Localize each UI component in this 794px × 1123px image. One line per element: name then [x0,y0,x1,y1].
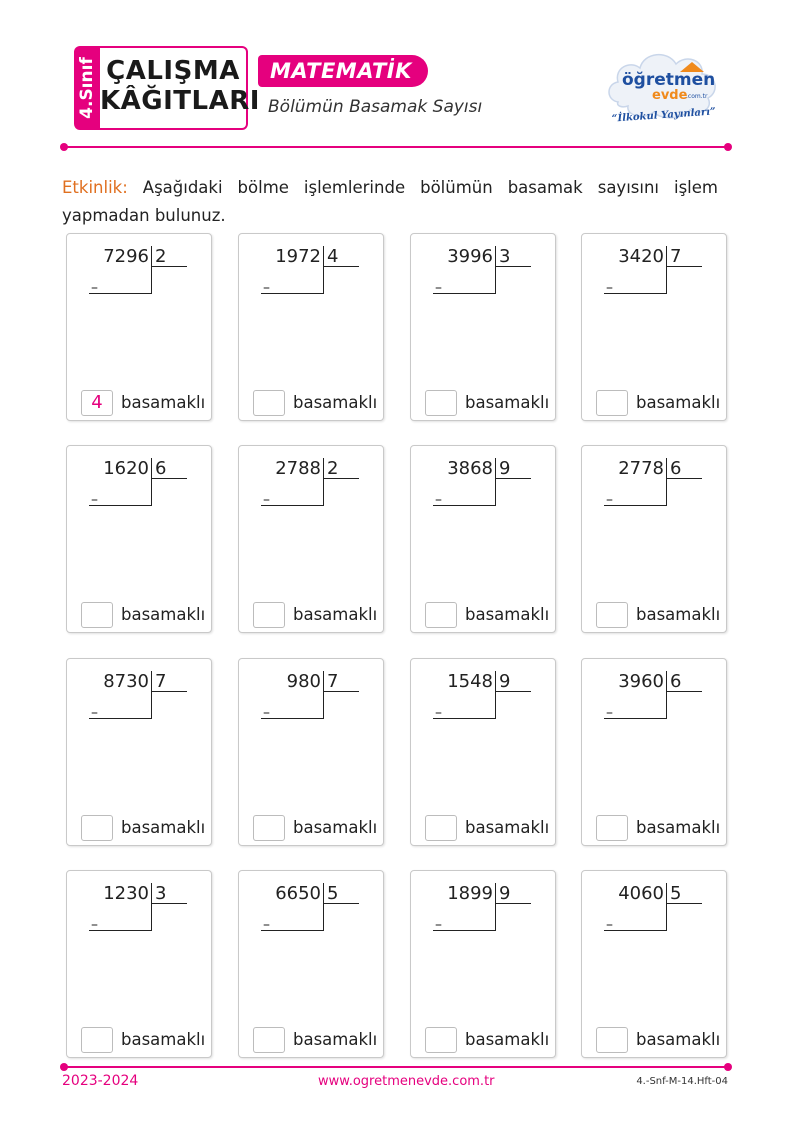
dividend: 980 [286,671,321,692]
work-line [89,505,152,506]
divisor-underline [666,266,702,267]
divisor-underline [151,691,187,692]
answer-box[interactable] [425,602,457,628]
subject-badge [258,55,428,87]
answer-box[interactable] [596,815,628,841]
unit-label: basamaklı [465,393,550,412]
division-bracket-vertical [151,246,152,294]
unit-label: basamaklı [636,1030,721,1049]
problem-card [66,870,212,1058]
divisor: 6 [670,458,682,479]
division-bracket-vertical [495,883,496,931]
problem-card [410,658,556,846]
topic-title: Bölümün Basamak Sayısı [268,97,483,117]
subject-label: MATEMATİK [270,59,412,83]
divisor: 2 [327,458,339,479]
work-line [433,505,496,506]
minus-sign: – [91,280,98,296]
dividend: 7296 [103,246,149,267]
dividend: 6650 [275,883,321,904]
unit-label: basamaklı [121,393,206,412]
problem-card [238,870,384,1058]
minus-sign: – [606,280,613,296]
grade-label: 4.Sınıf [77,57,97,119]
logo-word-1: öğretmen [622,70,716,90]
dividend: 3868 [447,458,493,479]
divisor: 9 [499,458,511,479]
work-line [433,293,496,294]
divisor: 7 [670,246,682,267]
answer-box[interactable] [253,390,285,416]
minus-sign: – [606,492,613,508]
work-line [89,718,152,719]
division-bracket-vertical [666,883,667,931]
instruction [62,174,718,230]
divisor-underline [495,266,531,267]
title-line-1: ÇALIŞMA [106,56,240,86]
divisor: 7 [155,671,167,692]
division-bracket-vertical [666,458,667,506]
problem-card [66,445,212,633]
minus-sign: – [435,280,442,296]
answer-box[interactable] [253,815,285,841]
answer-box[interactable] [81,1027,113,1053]
divisor: 5 [670,883,682,904]
divisor: 5 [327,883,339,904]
divisor-underline [666,903,702,904]
unit-label: basamaklı [465,818,550,837]
logo-tagline: “İlkokul Yayınları” [611,106,717,125]
answer-box[interactable] [425,815,457,841]
divisor-underline [495,691,531,692]
minus-sign: – [263,492,270,508]
problem-card [581,870,727,1058]
minus-sign: – [435,705,442,721]
problem-card [410,233,556,421]
divisor-underline [323,903,359,904]
division-bracket-vertical [495,458,496,506]
divisor-underline [323,478,359,479]
problem-card [410,870,556,1058]
instruction-text: Aşağıdaki bölme işlemlerinde bölümün basamak sayısını işlem yapmadan bulunuz. [62,178,718,225]
division-bracket-vertical [151,883,152,931]
divisor-underline [151,903,187,904]
division-bracket-vertical [666,671,667,719]
problem-card [581,233,727,421]
work-line [604,505,667,506]
problem-card [66,658,212,846]
answer-box[interactable] [596,602,628,628]
unit-label: basamaklı [293,1030,378,1049]
problem-card [66,233,212,421]
problem-card [238,233,384,421]
work-line [261,718,324,719]
answer-box[interactable] [81,815,113,841]
dividend: 3420 [618,246,664,267]
dividend: 1972 [275,246,321,267]
unit-label: basamaklı [636,605,721,624]
dividend: 1548 [447,671,493,692]
minus-sign: – [263,917,270,933]
header-divider [64,146,728,148]
dividend: 2778 [618,458,664,479]
grade-tab [74,46,100,130]
unit-label: basamaklı [465,605,550,624]
work-line [261,293,324,294]
divisor-underline [151,478,187,479]
work-line [261,505,324,506]
answer-box[interactable] [253,1027,285,1053]
answer-box[interactable] [81,602,113,628]
minus-sign: – [606,917,613,933]
divisor: 3 [499,246,511,267]
page-code: 4.-Snf-M-14.Hft-04 [636,1076,728,1087]
divisor: 9 [499,883,511,904]
dividend: 1230 [103,883,149,904]
dividend: 8730 [103,671,149,692]
divisor: 3 [155,883,167,904]
division-bracket-vertical [151,458,152,506]
minus-sign: – [91,705,98,721]
unit-label: basamaklı [121,605,206,624]
minus-sign: – [606,705,613,721]
division-bracket-vertical [323,458,324,506]
footer-divider [64,1066,728,1068]
dividend: 3996 [447,246,493,267]
divisor-underline [666,691,702,692]
minus-sign: – [435,917,442,933]
problem-card [581,658,727,846]
division-bracket-vertical [495,671,496,719]
title-line-2: KÂĞITLARI [100,86,260,116]
answer-box[interactable] [596,1027,628,1053]
unit-label: basamaklı [636,818,721,837]
work-line [433,930,496,931]
divisor: 9 [499,671,511,692]
division-bracket-vertical [323,246,324,294]
divisor-underline [323,691,359,692]
divisor-underline [666,478,702,479]
divisor-underline [495,478,531,479]
dividend: 1620 [103,458,149,479]
logo-domain: .com.tr [686,93,708,100]
divisor-underline [495,903,531,904]
problem-card [410,445,556,633]
unit-label: basamaklı [293,605,378,624]
school-year: 2023-2024 [62,1073,139,1089]
dividend: 4060 [618,883,664,904]
division-bracket-vertical [495,246,496,294]
unit-label: basamaklı [293,818,378,837]
division-bracket-vertical [323,671,324,719]
work-line [89,293,152,294]
answer-box[interactable] [596,390,628,416]
work-line [604,930,667,931]
worksheet-title [100,46,260,130]
minus-sign: – [263,705,270,721]
work-line [433,718,496,719]
unit-label: basamaklı [636,393,721,412]
divisor-underline [323,266,359,267]
division-bracket-vertical [151,671,152,719]
divisor-underline [151,266,187,267]
dividend: 3960 [618,671,664,692]
division-bracket-vertical [666,246,667,294]
answer-box[interactable] [425,390,457,416]
minus-sign: – [91,917,98,933]
divisor: 6 [670,671,682,692]
website-link[interactable]: www.ogretmenevde.com.tr [318,1074,495,1089]
instruction-tag: Etkinlik: [62,178,128,197]
problem-card [238,658,384,846]
divisor: 2 [155,246,167,267]
ogretmenevde-logo [604,44,724,130]
divisor: 7 [327,671,339,692]
unit-label: basamaklı [121,1030,206,1049]
unit-label: basamaklı [121,818,206,837]
division-bracket-vertical [323,883,324,931]
work-line [604,293,667,294]
unit-label: basamaklı [465,1030,550,1049]
problem-card [238,445,384,633]
work-line [261,930,324,931]
minus-sign: – [91,492,98,508]
divisor: 4 [327,246,339,267]
divisor: 6 [155,458,167,479]
work-line [89,930,152,931]
dividend: 1899 [447,883,493,904]
unit-label: basamaklı [293,393,378,412]
problem-card [581,445,727,633]
answer-box[interactable] [425,1027,457,1053]
work-line [604,718,667,719]
answer-box[interactable]: 4 [81,390,113,416]
answer-box[interactable] [253,602,285,628]
logo-word-2: evde [652,88,688,103]
dividend: 2788 [275,458,321,479]
minus-sign: – [435,492,442,508]
minus-sign: – [263,280,270,296]
